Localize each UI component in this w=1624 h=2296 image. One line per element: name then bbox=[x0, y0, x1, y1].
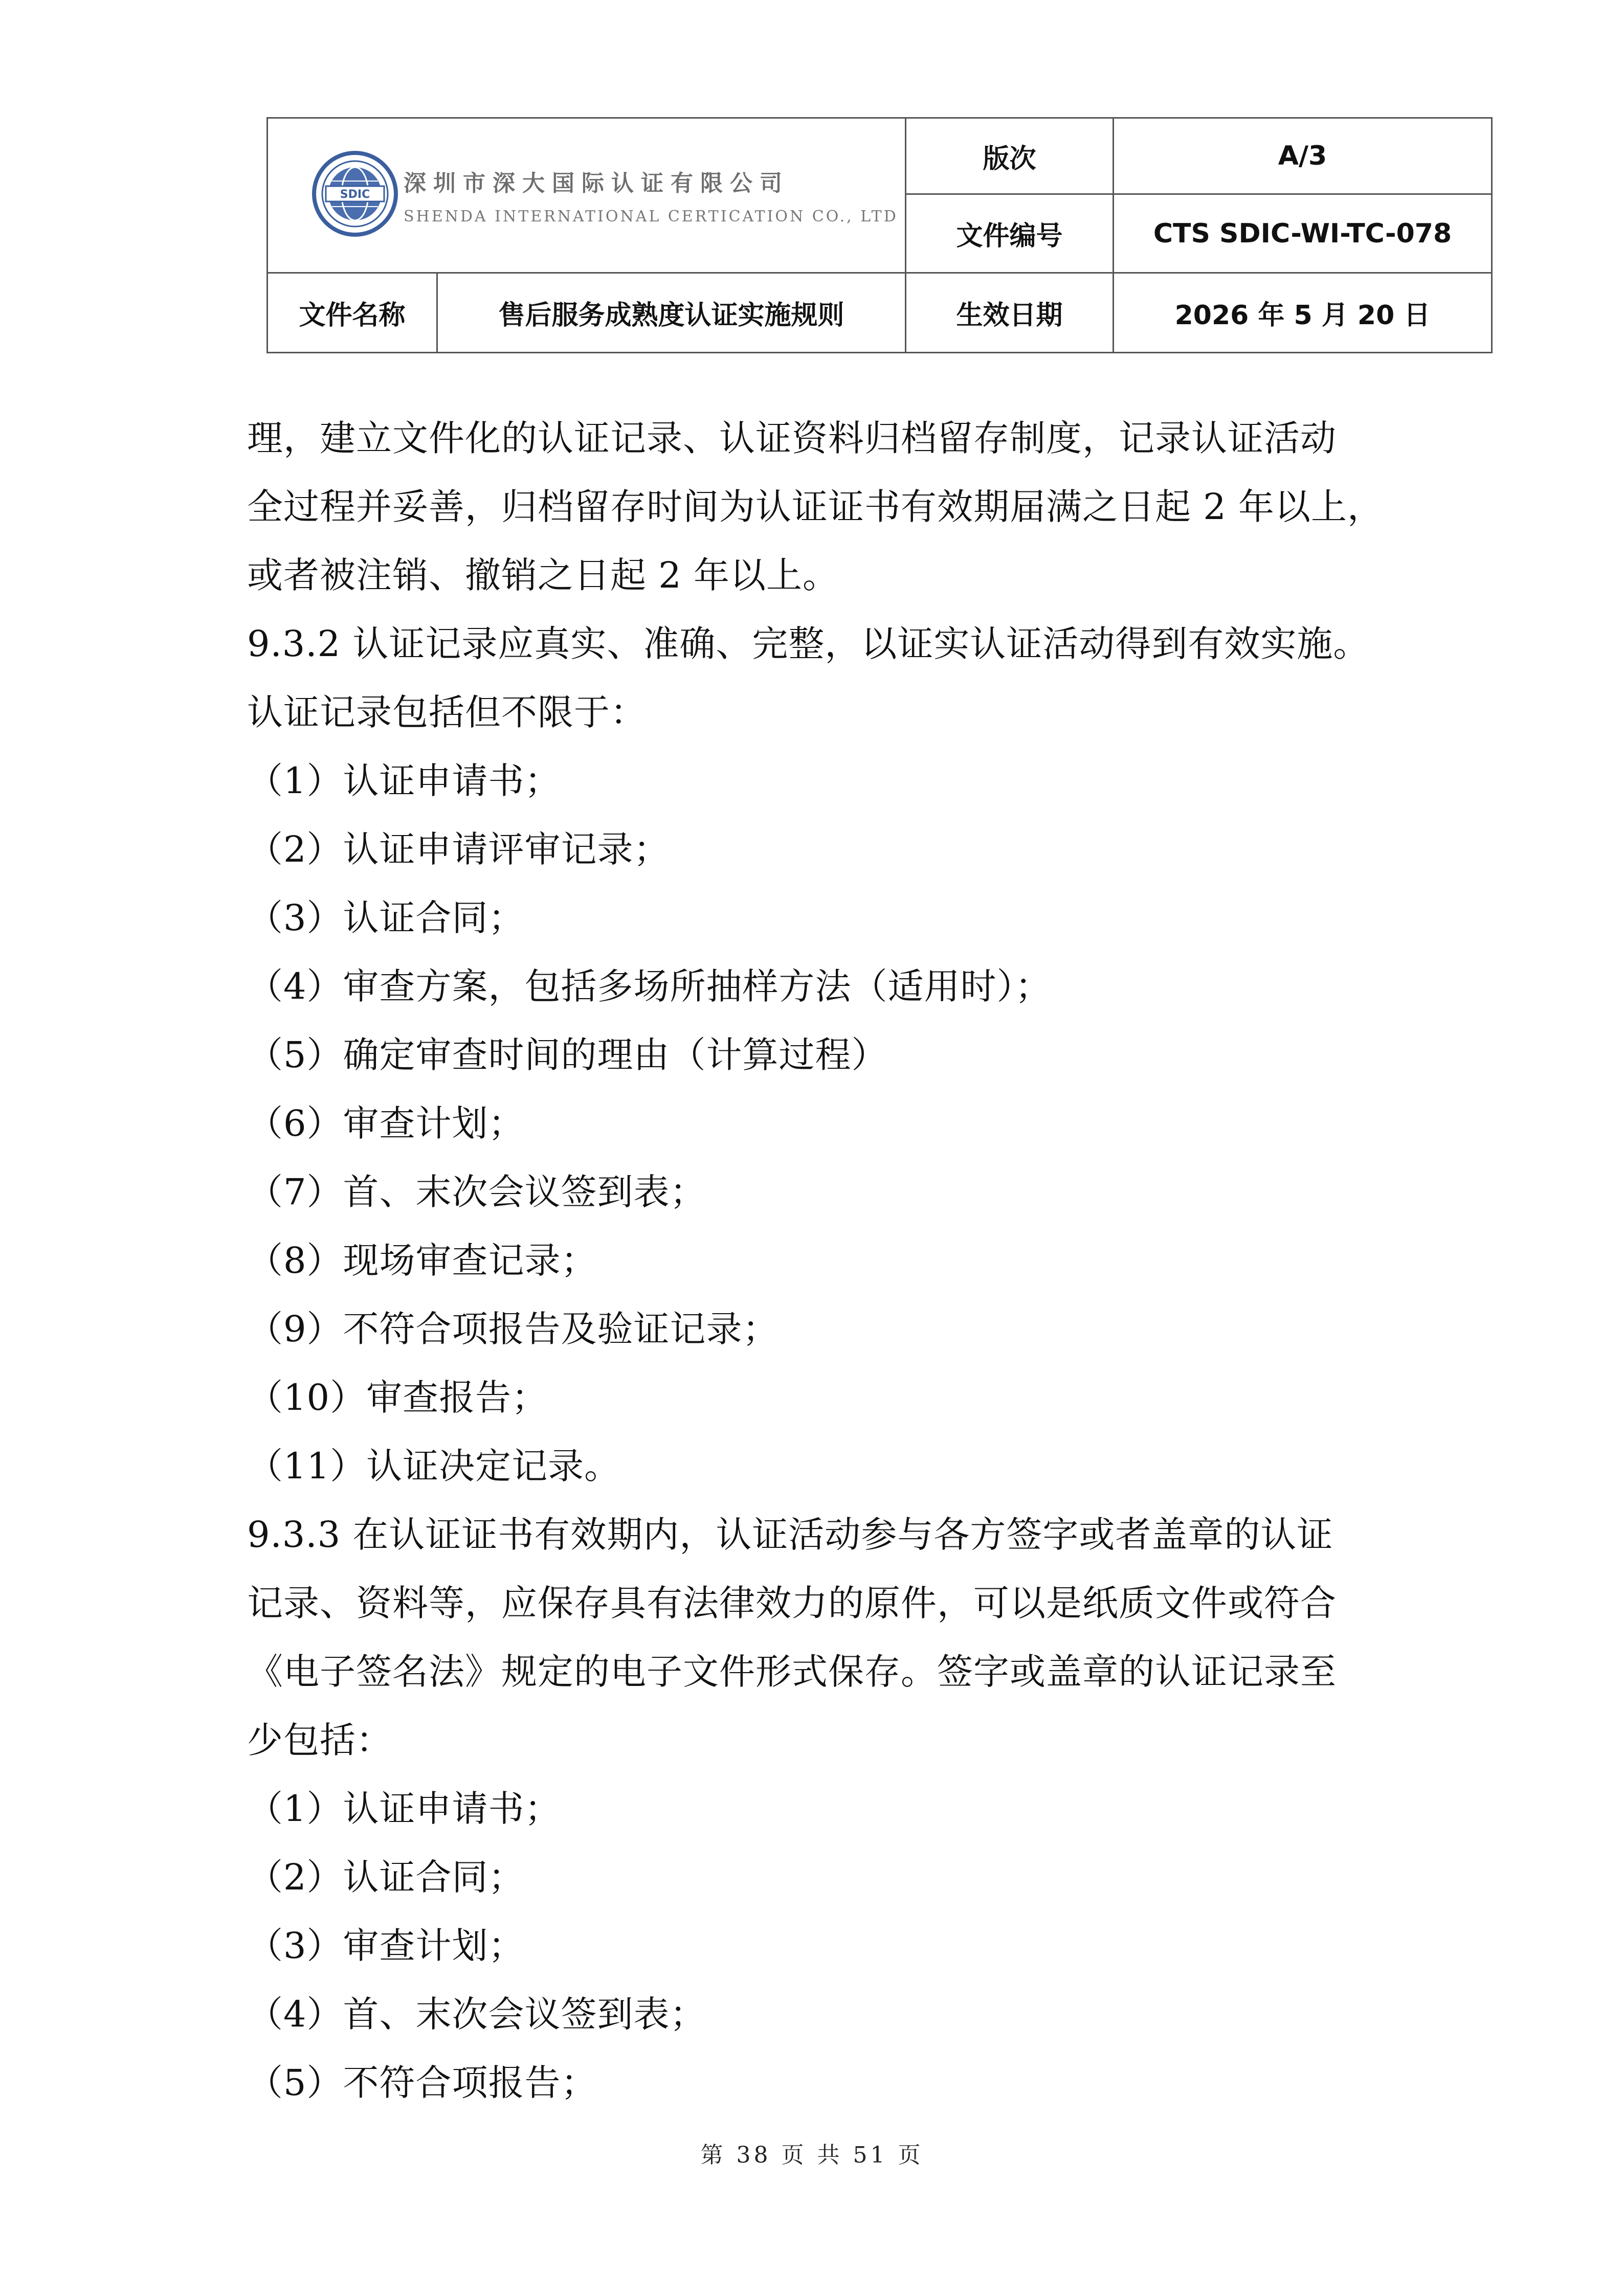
effective-date-value: 2026 年 5 月 20 日 bbox=[1174, 300, 1431, 331]
list-item: （11）认证决定记录。 bbox=[247, 1445, 621, 1487]
logo-text: SDIC bbox=[340, 188, 370, 201]
list-item: （1）认证申请书； bbox=[247, 760, 561, 802]
document-header-table bbox=[266, 117, 1493, 353]
list-item: （2）认证合同； bbox=[247, 1856, 525, 1898]
body-line: 或者被注销、撤销之日起 2 年以上。 bbox=[247, 554, 839, 596]
list-item: （7）首、末次会议签到表； bbox=[247, 1171, 706, 1213]
list-item: （6）审查计划； bbox=[247, 1102, 525, 1144]
sdic-seal-icon bbox=[312, 150, 398, 237]
body-line: 理，建立文件化的认证记录、认证资料归档留存制度，记录认证活动 bbox=[247, 417, 1337, 459]
effective-date-label: 生效日期 bbox=[956, 300, 1063, 331]
docno-label: 文件编号 bbox=[956, 221, 1063, 252]
body-line: 《电子签名法》规定的电子文件形式保存。签字或盖章的认证记录至 bbox=[247, 1651, 1337, 1693]
section-9-3-2: 9.3.2 认证记录应真实、准确、完整，以证实认证活动得到有效实施。 bbox=[247, 623, 1370, 665]
list-item: （3）认证合同； bbox=[247, 897, 525, 939]
company-name-en: SHENDA INTERNATIONAL CERTICATION CO., LTD bbox=[404, 208, 898, 226]
body-line: 全过程并妥善，归档留存时间为认证证书有效期届满之日起 2 年以上， bbox=[247, 486, 1384, 528]
company-name-zh: 深圳市深大国际认证有限公司 bbox=[404, 170, 789, 196]
list-item: （2）认证申请评审记录； bbox=[247, 828, 670, 870]
list-item: （5）不符合项报告； bbox=[247, 2062, 597, 2104]
docname-value: 售后服务成熟度认证实施规则 bbox=[498, 300, 844, 331]
version-value: A/3 bbox=[1278, 141, 1327, 171]
list-item: （10）审查报告； bbox=[247, 1377, 548, 1419]
page-number: 第 38 页 共 51 页 bbox=[700, 2142, 924, 2168]
docno-value: CTS SDIC-WI-TC-078 bbox=[1153, 218, 1452, 249]
body-line: 记录、资料等，应保存具有法律效力的原件，可以是纸质文件或符合 bbox=[247, 1582, 1337, 1624]
list-item: （9）不符合项报告及验证记录； bbox=[247, 1308, 779, 1350]
list-item: （3）审查计划； bbox=[247, 1925, 525, 1967]
list-item: （1）认证申请书； bbox=[247, 1788, 561, 1830]
section-9-3-3: 9.3.3 在认证证书有效期内，认证活动参与各方签字或者盖章的认证 bbox=[247, 1514, 1333, 1556]
list-item: （4）审查方案，包括多场所抽样方法（适用时）； bbox=[247, 965, 1052, 1007]
list-item: （5）确定审查时间的理由（计算过程） bbox=[247, 1034, 888, 1076]
body-line: 认证记录包括但不限于： bbox=[247, 691, 647, 733]
docname-label: 文件名称 bbox=[299, 300, 406, 331]
company-logo bbox=[312, 150, 898, 283]
version-label: 版次 bbox=[983, 143, 1036, 174]
document-body bbox=[247, 404, 1423, 2117]
list-item: （4）首、末次会议签到表； bbox=[247, 1993, 706, 2035]
body-line: 少包括： bbox=[247, 1719, 392, 1761]
list-item: （8）现场审查记录； bbox=[247, 1240, 597, 1281]
